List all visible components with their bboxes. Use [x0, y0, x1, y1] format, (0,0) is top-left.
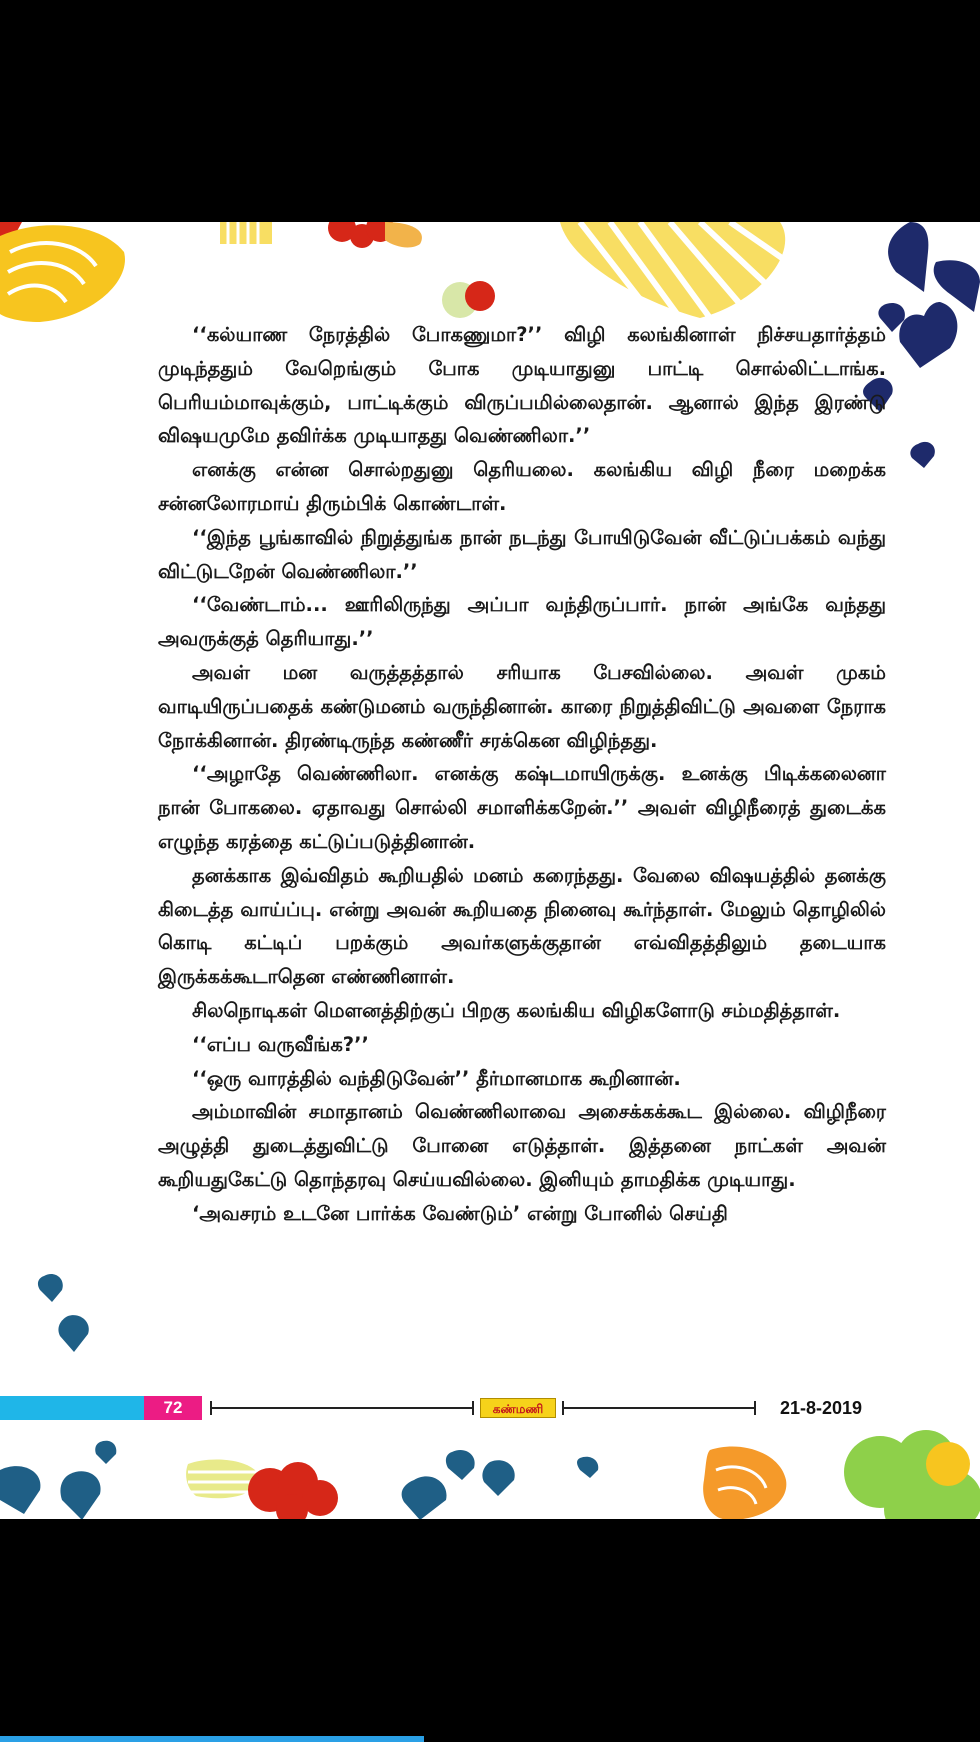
heart-icon — [899, 302, 957, 368]
heart-icon — [38, 1274, 63, 1302]
story-paragraph: ‘‘கல்யாண நேரத்தில் போகணுமா?’’ விழி கலங்கினாள் நிச்சயதார்த்தம் முடிந்ததும் வேறெங்கும் போக முடியாதுனு பாட்டி சொல்லிட்டாங்க. பெரியம்மாவுக்கும், பாட்டிக்கும் விருப்பமில்லைதான். ஆனால் இந்த இரண்டு விஷயமுமே தவிர்க்க முடியாதது வெண்ணிலா.’’ — [158, 323, 886, 448]
heart-icon — [58, 1315, 88, 1352]
page-number: 72 — [144, 1396, 202, 1420]
heart-icon — [910, 442, 935, 468]
story-paragraph: அவள் மன வருத்தத்தால் சரியாக பேசவில்லை. அவள் முகம் வாடியிருப்பதைக் கண்டுமனம் வருந்தினான். காரை நிறுத்திவிட்டு அவளை நேராக நோக்கினான். திரண்டிருந்த கண்ணீர் சரக்கென விழிந்தது. — [158, 660, 886, 752]
footer-rule-left — [210, 1407, 474, 1409]
story-paragraph: ‘‘அழாதே வெண்ணிலா. எனக்கு கஷ்டமாயிருக்கு. உனக்கு பிடிக்கலைனா நான் போகலை. ஏதாவது சொல்லி சமாளிக்கறேன்.’’ அவள் விழிநீரைத் துடைக்க எழுந்த கரத்தை கட்டுப்படுத்தினான். — [158, 762, 886, 853]
footer-rule-right — [562, 1407, 756, 1409]
decorative-top-border — [0, 222, 980, 332]
magazine-page — [0, 222, 980, 1519]
orange-swirl-bottom-right — [703, 1447, 786, 1519]
decorative-bottom-border — [0, 1430, 980, 1519]
yellow-striped-heart-top — [560, 222, 785, 318]
story-paragraph: ‘‘வேண்டாம்... ஊரிலிருந்து அப்பா வந்திருப்பார். நான் அங்கே வந்தது அவருக்குத் தெரியாது.’’ — [158, 593, 886, 651]
flower-small-center — [442, 281, 495, 318]
teal-hearts-bottom-left — [0, 1441, 116, 1519]
story-paragraph: சிலநொடிகள் மௌனத்திற்குப் பிறகு கலங்கிய விழிகளோடு சம்மதித்தாள். — [192, 998, 841, 1022]
issue-date: 21-8-2019 — [780, 1398, 863, 1418]
page-footer — [0, 1392, 980, 1424]
yellow-swirl-heart-left — [0, 225, 125, 322]
red-flower-top — [328, 222, 422, 248]
teal-hearts-bottom-center — [402, 1450, 599, 1519]
story-paragraph: அம்மாவின் சமாதானம் வெண்ணிலாவை அசைக்கக்கூட இல்லை. விழிநீரை அழுத்தி துடைத்துவிட்டு போனை எடுத்தாள். இத்தனை நாட்கள் அவன் கூறியதுகேட்டு தொந்தரவு செய்யவில்லை. இனியும் தாமதிக்க முடியாது. — [158, 1100, 886, 1191]
heart-icon — [888, 222, 928, 292]
footer-cyan-bar — [0, 1396, 144, 1420]
red-flower-bottom — [248, 1462, 338, 1519]
story-paragraph: ‘‘இந்த பூங்காவில் நிறுத்துங்க நான் நடந்து போயிடுவேன் வீட்டுப்பக்கம் வந்து விட்டுடறேன் வெண்ணிலா.’’ — [158, 525, 886, 583]
progress-scrollbar[interactable] — [0, 1736, 424, 1742]
story-text — [158, 318, 886, 1231]
yellow-stripes-top-small — [220, 222, 272, 244]
story-paragraph: ‘‘ஒரு வாரத்தில் வந்திடுவேன்’’ தீர்மானமாக கூறினான். — [192, 1066, 681, 1090]
green-flower-bottom-right — [844, 1430, 980, 1519]
story-paragraph: எனக்கு என்ன சொல்றதுனு தெரியலை. கலங்கிய விழி நீரை மறைக்க சன்னலோரமாய் திரும்பிக் கொண்டாள். — [158, 458, 886, 515]
story-paragraph: ‘அவசரம் உடனே பார்க்க வேண்டும்’ என்று போனில் செய்தி — [192, 1201, 728, 1225]
magazine-logo: கண்மணி — [480, 1398, 556, 1418]
story-paragraph: தனக்காக இவ்விதம் கூறியதில் மனம் கரைந்தது. வேலை விஷயத்தில் தனக்கு கிடைத்த வாய்ப்பு. என்று அவன் கூறியதை நினைவு கூர்ந்தாள். மேலும் தொழிலில் கொடி கட்டிப் பறக்கும் அவர்களுக்குதான் எவ்விதத்திலும் தடையாக இருக்கக்கூடாதென எண்ணினாள். — [158, 863, 886, 989]
rule-end-tick — [472, 1401, 474, 1415]
teal-hearts-left — [0, 1272, 150, 1392]
rule-end-tick — [754, 1401, 756, 1415]
story-paragraph: ‘‘எப்ப வருவீங்க?’’ — [192, 1032, 369, 1056]
